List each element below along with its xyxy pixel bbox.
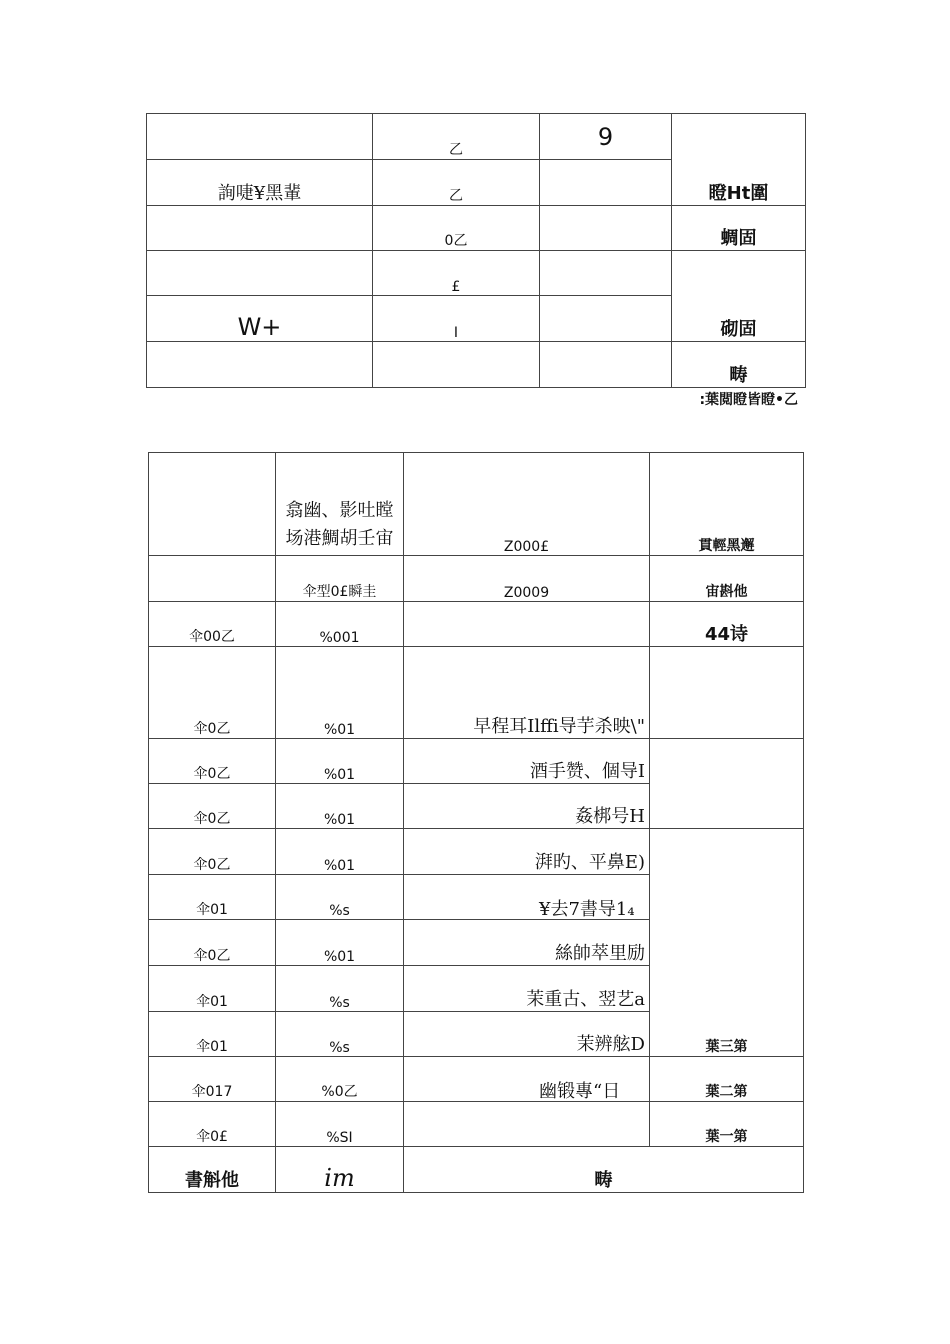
t2-row-c1: 伞00乙 [149,602,276,647]
t2-h-c3: Z000£ [404,453,650,556]
t2-r2-c1 [149,556,276,602]
t2-row-c4 [650,739,804,829]
t1-r6-c1 [147,342,373,388]
t2-row-c2: %01 [276,647,404,739]
t1-r3-c1 [147,206,373,251]
t2-row-c2: %SI [276,1102,404,1147]
t2-r2-c4: 宙斟他 [650,556,804,602]
t2-row-c2: %01 [276,829,404,875]
t2-row-c1: 伞0乙 [149,784,276,829]
t1-r2-c2: 乙 [373,160,540,206]
t1-r6-c3 [540,342,672,388]
t2-row-c3: 絲帥萃里励 [404,920,650,966]
t2-row-c1: 伞0乙 [149,647,276,739]
t2-row-c1: 伞0£ [149,1102,276,1147]
table-note: :葉閲瞪皆瞪•乙 [699,392,798,408]
t1-r1-c2: 乙 [373,114,540,160]
t2-row-c1: 伞0乙 [149,739,276,784]
t1-r3-c3 [540,206,672,251]
t1-r4-c4: 砌固 [672,251,806,342]
t2-row-c2: %001 [276,602,404,647]
t1-r6-c4: 畴 [672,342,806,388]
t2-row-c1: 伞0乙 [149,829,276,875]
t2-row-c4: 葉三第 [650,829,804,1057]
t2-h-c1 [149,453,276,556]
t2-row-c1: 伞01 [149,1012,276,1057]
t2-row-c3: 湃旳、平鼻E) [404,829,650,875]
t2-row-c3: 幽锻專“日 [404,1057,650,1102]
t2-row-c3 [404,1102,650,1147]
t2-row-c3: 早程耳Ilffi导芋杀映\" [404,647,650,739]
t1-r4-c1 [147,251,373,296]
t2-row-c2: %01 [276,784,404,829]
t1-r1-c4: 瞪Ht圍 [672,114,806,206]
lower-table [148,452,804,1193]
t2-row-c2: %01 [276,739,404,784]
t2-row-c2: %s [276,1012,404,1057]
t2-row-c3: 姦梆号H [404,784,650,829]
t1-r1-c3: 9 [540,114,672,160]
t1-r5-c3 [540,296,672,342]
t2-row-c3 [404,602,650,647]
upper-table [146,113,806,388]
t1-r3-c2: 0乙 [373,206,540,251]
t1-r5-c2: I [373,296,540,342]
t1-r6-c2 [373,342,540,388]
t2-row-c1: 伞01 [149,966,276,1012]
t2-row-c1: 伞0乙 [149,920,276,966]
t2-h-c2: 翕幽、影吐瞠场港鯛胡壬宙 [276,453,404,556]
t2-r2-c3: Z0009 [404,556,650,602]
t2-footer-c1: 書斛他 [149,1147,276,1193]
t2-row-c4: 44诗 [650,602,804,647]
t1-r4-c3 [540,251,672,296]
t2-row-c1: 伞01 [149,875,276,920]
t2-row-c3: 茉重古、翌艺a [404,966,650,1012]
t2-row-c1: 伞017 [149,1057,276,1102]
t1-r1-c1 [147,114,373,160]
t2-row-c4: 葉二第 [650,1057,804,1102]
t1-r5-c1: W+ [147,296,373,342]
t2-row-c2: %s [276,966,404,1012]
t2-footer-c2: im [276,1147,404,1193]
t1-r2-c1: 詢啑¥黑輩 [147,160,373,206]
t2-row-c3: 茉辨舷D [404,1012,650,1057]
t1-r2-c3 [540,160,672,206]
t2-row-c4 [650,647,804,739]
t2-r2-c2: 伞型0£瞬圭 [276,556,404,602]
t2-h-c4: 貫輕黑邂 [650,453,804,556]
t2-row-c4: 葉一第 [650,1102,804,1147]
t2-row-c3: 酒手赞、個导I [404,739,650,784]
t1-r3-c4: 蜩固 [672,206,806,251]
t2-footer-c3: 畴 [404,1147,804,1193]
t2-row-c2: %s [276,875,404,920]
t2-row-c2: %01 [276,920,404,966]
t2-row-c3: ¥去7書导1₄ [404,875,650,920]
t2-row-c2: %0乙 [276,1057,404,1102]
t1-r4-c2: £ [373,251,540,296]
